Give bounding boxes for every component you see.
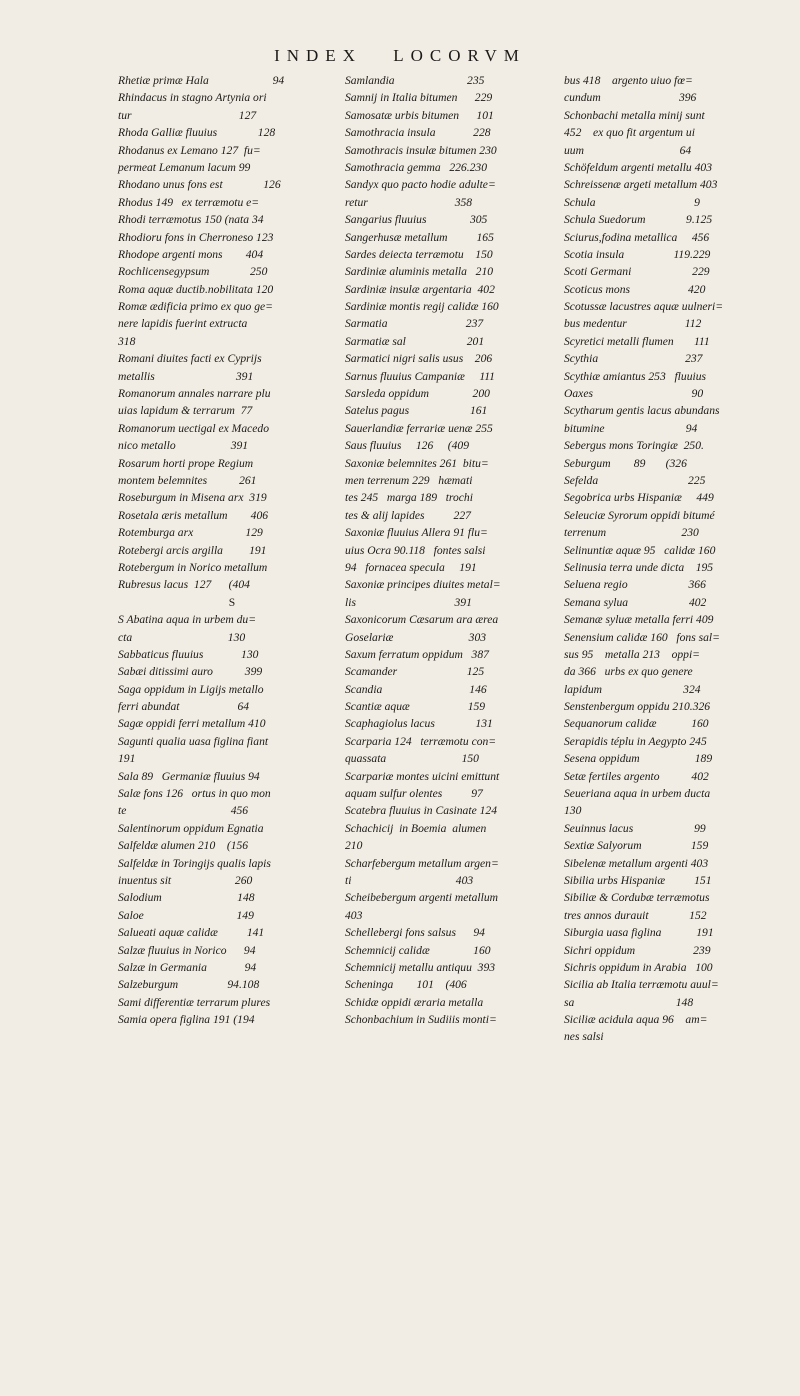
index-entry-line: Schemnicij calidæ 160 (345, 943, 491, 957)
index-entry-line: Sala 89 Germaniæ fluuius 94 (118, 769, 260, 783)
page-header (0, 46, 800, 66)
index-entry-line: Senstenbergum oppidu 210.326 (564, 700, 711, 714)
index-entry-line: Sarnus fluuius Campaniæ 111 (345, 369, 495, 383)
index-entry-line: Scytharum gentis lacus abundans (564, 404, 720, 418)
index-entry-line: Scheibebergum argenti metallum (345, 891, 499, 905)
index-entry-line: Saxoniæ principes diuites metal= (345, 578, 501, 592)
index-entry-line: inuentus sit 260 (118, 873, 253, 887)
index-entry-line: nico metallo 391 (118, 439, 249, 453)
index-column-1 (118, 72, 346, 1028)
index-entry-line: Scythiæ amiantus 253 fluuius (564, 369, 707, 383)
index-entry-line: Sebergus mons Toringiæ 250. (564, 439, 704, 453)
index-entry-line: Sibiliæ & Cordubæ terræmotus (564, 891, 710, 905)
index-entry-line: Scotussæ lacustres aquæ uulneri= (564, 300, 724, 314)
index-entry-line: S (228, 595, 236, 609)
index-entry-line: Samothracis insulæ bitumen 230 (345, 143, 497, 157)
index-entry-line: Satelus pagus 161 (345, 404, 488, 418)
index-entry-line: sa 148 (564, 995, 694, 1009)
index-entry-line: Sefelda 225 (564, 473, 706, 487)
index-entry-line: da 366 urbs ex quo genere (564, 665, 693, 679)
index-entry-line: tes 245 marga 189 trochi (345, 491, 473, 505)
index-entry-line: Sami differentiæ terrarum plures (118, 995, 271, 1009)
index-entry-line: Rhetiæ primæ Hala 94 (118, 74, 285, 87)
index-entry-line: Scotia insula 119.229 (564, 247, 711, 261)
index-entry-line: Scheninga 101 (406 (345, 978, 467, 992)
index-entry-line: Oaxes 90 (564, 387, 704, 401)
index-entry-line: Rotebergum in Norico metallum (118, 560, 268, 574)
index-entry-line: Scarpariæ montes uicini emittunt (345, 769, 500, 783)
index-entry-line: Senensium calidæ 160 fons sal= (564, 630, 720, 644)
index-entry-line: Semana sylua 402 (564, 595, 707, 609)
index-entry-line: metallis 391 (118, 369, 254, 383)
index-entry-line: Sagunti qualia uasa figlina fiant (118, 734, 269, 748)
index-entry-line: Schidæ oppidi æraria metalla (345, 995, 484, 1009)
index-entry-line: Rhoda Galliæ fluuius 128 (118, 126, 276, 140)
index-entry-line: Sangerhusæ metallum 165 (345, 230, 494, 244)
index-entry-line: Sarmatia 237 (345, 317, 484, 331)
index-entry-line: Goselariæ 303 (345, 630, 487, 644)
index-entry-line: Saxum ferratum oppidum 387 (345, 647, 489, 661)
index-entry-line: Scamander 125 (345, 665, 485, 679)
index-entry-line: Scythia 237 (564, 352, 703, 366)
index-entry-line: Samothracia insula 228 (345, 126, 491, 140)
index-entry-line: 452 ex quo fit argentum ui (564, 126, 695, 140)
index-entry-line: Scaphagiolus lacus 131 (345, 717, 493, 731)
index-entry-line: Saloe 149 (118, 908, 254, 922)
index-entry-line: Schemnicij metallu antiquu 393 (345, 960, 496, 974)
index-entry-line: 210 (345, 839, 363, 853)
index-entry-line: Sabbaticus fluuius 130 (118, 647, 259, 661)
index-entry-line: Saxonicorum Cæsarum ara ærea (345, 613, 499, 627)
index-entry-line: Salodium 148 (118, 891, 255, 905)
index-entry-line: permeat Lemanum lacum 99 (118, 160, 251, 174)
index-entry-line: Saxoniæ belemnites 261 bitu= (345, 456, 489, 470)
index-column-3 (564, 72, 769, 1046)
index-entry-line: men terrenum 229 hæmati (345, 473, 473, 487)
index-entry-line: 94 fornacea specula 191 (345, 560, 477, 574)
index-entry-line: 403 (345, 908, 363, 922)
index-entry-line: Sardiniæ montis regij calidæ 160 (345, 300, 499, 314)
index-entry-line: Samosatæ urbis bitumen 101 (345, 108, 494, 122)
index-entry-line: Rotebergi arcis argilla 191 (118, 543, 267, 557)
index-entry-line: Salfeldæ in Toringijs qualis lapis (118, 856, 271, 870)
index-entry-line: Sauerlandiæ ferrariæ uenæ 255 (345, 421, 493, 435)
index-entry-line: Scantiæ aquæ 159 (345, 700, 486, 714)
index-entry-line: Romæ ædificia primo ex quo ge= (118, 300, 273, 314)
index-entry-line: Saga oppidum in Ligijs metallo (118, 682, 264, 696)
index-entry-line: lis 391 (345, 595, 472, 609)
index-entry-line: Samia opera figlina 191 (194 (118, 1013, 255, 1027)
index-entry-line: Romani diuites facti ex Cyprijs (118, 352, 262, 366)
index-entry-line: Rotemburga arx 129 (118, 526, 263, 540)
index-entry-line: Samnij in Italia bitumen 229 (345, 91, 493, 105)
index-entry-line: S Abatina aqua in urbem du= (118, 613, 257, 627)
index-entry-line: Salzæ in Germania 94 (118, 960, 257, 974)
index-entry-line: Schonbachi metalla minij sunt (564, 108, 705, 122)
index-entry-line: Sichris oppidum in Arabia 100 (564, 960, 713, 974)
index-entry-line: Scyretici metalli flumen 111 (564, 334, 710, 348)
index-entry-line: Semanæ syluæ metalla ferri 409 (564, 613, 714, 627)
index-entry-line: Roma aquæ ductib.nobilitata 120 (118, 282, 274, 296)
index-entry-line: ferri abundat 64 (118, 700, 250, 714)
index-entry-line: Saxoniæ fluuius Allera 91 flu= (345, 526, 488, 540)
index-entry-line: Romanorum annales narrare plu (118, 387, 271, 401)
index-entry-line: Sarmatici nigri salis usus 206 (345, 352, 493, 366)
index-entry-line: Scharfebergum metallum argen= (345, 856, 499, 870)
index-entry-line: Sextiæ Salyorum 159 (564, 839, 709, 853)
header-left: INDEX (274, 46, 362, 65)
index-entry-line: 191 (118, 752, 136, 766)
index-entry-line: Schöfeldum argenti metallu 403 (564, 160, 713, 174)
index-entry-line: 318 (118, 334, 136, 348)
index-entry-line: Samothracia gemma 226.230 (345, 160, 488, 174)
index-entry-line: 130 (564, 804, 582, 818)
index-entry-line: Sibilia urbs Hispaniæ 151 (564, 873, 712, 887)
index-entry-line: Sibelenæ metallum argenti 403 (564, 856, 709, 870)
index-entry-line: montem belemnites 261 (118, 473, 257, 487)
index-entry-line: nes salsi (564, 1030, 604, 1044)
index-entry-line: Sabæi ditissimi auro 399 (118, 665, 263, 679)
index-entry-line: Rhodioru fons in Cherroneso 123 (118, 230, 274, 244)
index-entry-line: Rubresus lacus 127 (404 (118, 578, 250, 592)
index-entry-line: Seburgum 89 (326 (564, 456, 687, 470)
index-entry-line: Salæ fons 126 ortus in quo mon (118, 787, 271, 801)
index-entry-line: Sardes deiecta terræmotu 150 (345, 247, 493, 261)
index-entry-line: Seueriana aqua in urbem ducta (564, 787, 711, 801)
index-entry-line: Schonbachium in Sudiiis monti= (345, 1013, 497, 1027)
index-entry-line: bitumine 94 (564, 421, 698, 435)
index-entry-line: Seleuciæ Syrorum oppidi bitumé (564, 508, 715, 522)
index-entry-line: Scoti Germani 229 (564, 265, 710, 279)
index-entry-line: tur 127 (118, 108, 257, 122)
index-entry-line: Sarsleda oppidum 200 (345, 387, 490, 401)
index-entry-line: Scoticus mons 420 (564, 282, 706, 296)
index-entry-line: nere lapidis fuerint extructa (118, 317, 248, 331)
index-entry-line: quassata 150 (345, 752, 479, 766)
index-entry-line: Roseburgum in Misena arx 319 (118, 491, 267, 505)
index-entry-line: ti 403 (345, 873, 474, 887)
index-entry-line: Rhindacus in stagno Artynia ori (118, 91, 267, 105)
index-entry-line: Selinusia terra unde dicta 195 (564, 560, 714, 574)
index-entry-line: Sardiniæ insulæ argentaria 402 (345, 282, 495, 296)
index-entry-line: bus 418 argento uiuo fœ= (564, 74, 693, 87)
index-entry-line: Saus fluuius 126 (409 (345, 439, 469, 453)
index-entry-line: Setæ fertiles argento 402 (564, 769, 709, 783)
index-entry-line: Schreissenæ argeti metallum 403 (564, 178, 718, 192)
index-entry-line: Rhodano unus fons est 126 (118, 178, 281, 192)
index-entry-line: uum 64 (564, 143, 692, 157)
index-entry-line: Scandia 146 (345, 682, 487, 696)
index-entry-line: Siburgia uasa figlina 191 (564, 926, 714, 940)
index-entry-line: te 456 (118, 804, 249, 818)
index-entry-line: Sagæ oppidi ferri metallum 410 (118, 717, 266, 731)
index-entry-line: Selinuntiæ aquæ 95 calidæ 160 (564, 543, 716, 557)
index-entry-line: Schellebergi fons salsus 94 (345, 926, 485, 940)
index-entry-line: Sichri oppidum 239 (564, 943, 711, 957)
index-entry-line: Rhodanus ex Lemano 127 fu= (118, 143, 261, 157)
index-entry-line: Segobrica urbs Hispaniæ 449 (564, 491, 714, 505)
index-entry-line: Salfeldæ alumen 210 (156 (118, 839, 249, 853)
index-entry-line: terrenum 230 (564, 526, 699, 540)
index-entry-line: aquam sulfur olentes 97 (345, 787, 483, 801)
index-entry-line: Scarparia 124 terræmotu con= (345, 734, 497, 748)
index-entry-line: Scatebra fluuius in Casinate 124 (345, 804, 498, 818)
index-entry-line: Sequanorum calidæ 160 (564, 717, 709, 731)
index-entry-line: Salentinorum oppidum Egnatia (118, 821, 264, 835)
index-entry-line: Schula Suedorum 9.125 (564, 213, 713, 227)
index-entry-line: Rhodope argenti mons 404 (118, 247, 264, 261)
header-right: LOCORVM (393, 46, 526, 65)
index-entry-line: Sandyx quo pacto hodie adulte= (345, 178, 496, 192)
index-entry-line: retur 358 (345, 195, 473, 209)
index-entry-line: uius Ocra 90.118 fontes salsi (345, 543, 486, 557)
index-entry-line: tres annos durauit 152 (564, 908, 707, 922)
index-entry-line: Rochlicensegypsum 250 (118, 265, 268, 279)
index-entry-line: Schula 9 (564, 195, 700, 209)
index-column-2 (345, 72, 545, 1028)
index-entry-line: sus 95 metalla 213 oppi= (564, 647, 701, 661)
index-entry-line: Sesena oppidum 189 (564, 752, 713, 766)
index-entry-line: Schachicij in Boemia alumen (345, 821, 487, 835)
index-entry-line: Rhodus 149 ex terræmotu e= (118, 195, 260, 209)
index-entry-line: Rosetala æris metallum 406 (118, 508, 269, 522)
index-entry-line: Siciliæ acidula aqua 96 am= (564, 1013, 708, 1027)
index-entry-line: Romanorum uectigal ex Macedo (118, 421, 269, 435)
index-entry-line: Rhodi terræmotus 150 (nata 34 (118, 213, 264, 227)
index-entry-line: Sardiniæ aluminis metalla 210 (345, 265, 494, 279)
index-entry-line: bus medentur 112 (564, 317, 702, 331)
index-entry-line: Serapidis téplu in Aegypto 245 (564, 734, 707, 748)
index-entry-line: Salzæ fluuius in Norico 94 (118, 943, 256, 957)
index-entry-line: Rosarum horti prope Regium (118, 456, 254, 470)
index-entry-line: Seuinnus lacus 99 (564, 821, 706, 835)
index-entry-line: Sarmatiæ sal 201 (345, 334, 485, 348)
index-entry-line: lapidum 324 (564, 682, 701, 696)
index-entry-line: Sicilia ab Italia terræmotu auul= (564, 978, 719, 992)
index-entry-line: tes & alij lapides 227 (345, 508, 471, 522)
index-entry-line: cta 130 (118, 630, 246, 644)
index-entry-line: Samlandia 235 (345, 74, 485, 87)
index-entry-line: Sangarius fluuius 305 (345, 213, 488, 227)
index-entry-line: uias lapidum & terrarum 77 (118, 404, 253, 418)
index-entry-line: cundum 396 (564, 91, 697, 105)
index-entry-line: Seluena regio 366 (564, 578, 706, 592)
index-entry-line: Salueati aquæ calidæ 141 (118, 926, 265, 940)
index-entry-line: Sciurus,fodina metallica 456 (564, 230, 710, 244)
index-entry-line: Salzeburgum 94.108 (118, 978, 260, 992)
